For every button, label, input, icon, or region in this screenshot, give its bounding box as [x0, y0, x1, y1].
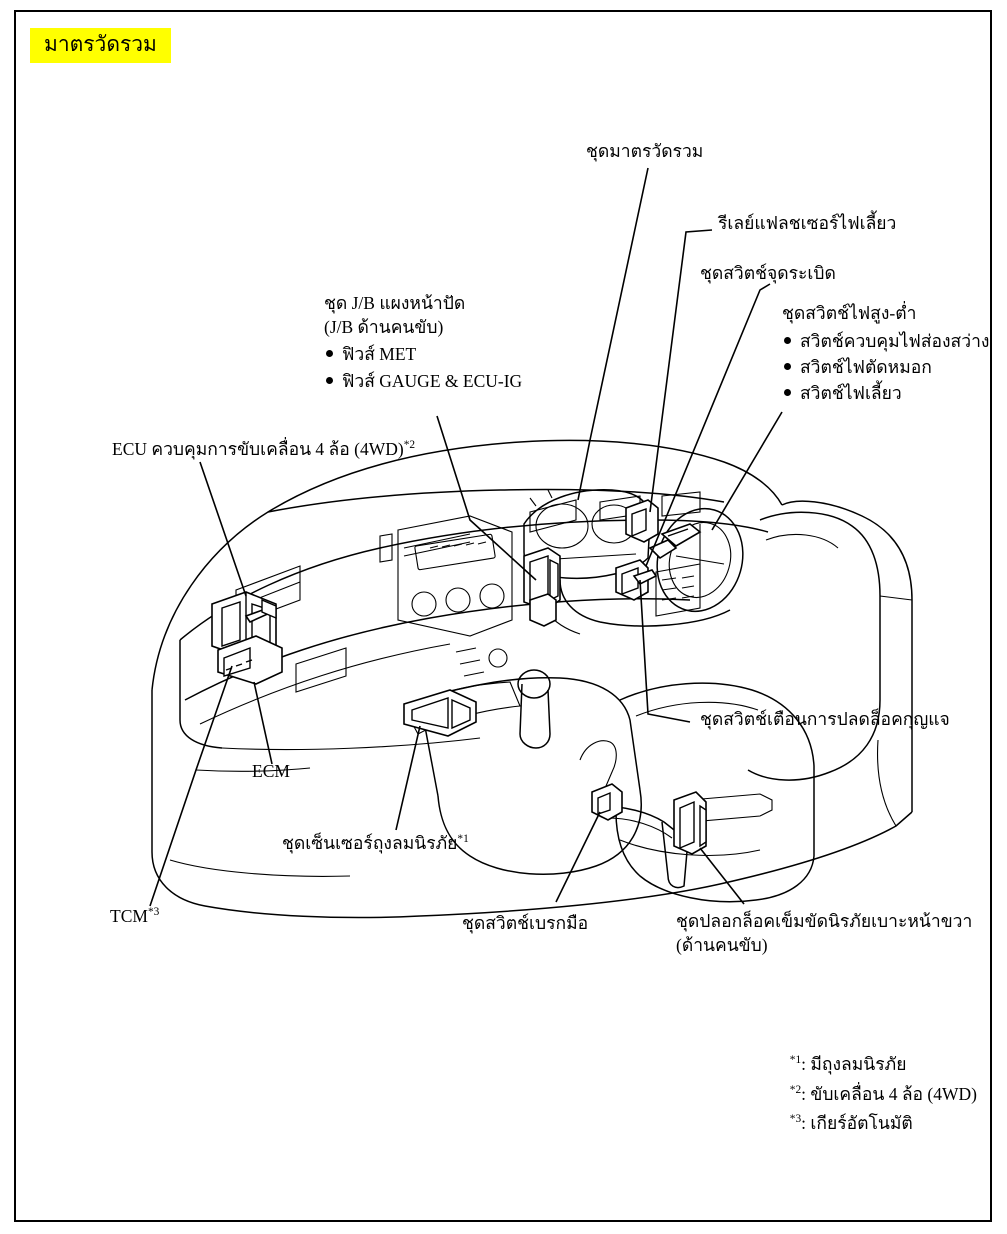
label-ecm: ECM — [252, 761, 290, 781]
label-combination-meter: ชุดมาตรวัดรวม — [586, 141, 704, 161]
footnote-3-text: : เกียร์อัตโนมัติ — [801, 1113, 913, 1134]
beam-switch-item-2: สวิตช์ไฟเลี้ยว — [782, 380, 989, 406]
footnote-1 — [790, 1050, 977, 1080]
beam-switch-item-0: สวิตช์ควบคุมไฟส่องสว่าง — [782, 328, 989, 354]
footnote-1-mark: *1 — [789, 1053, 802, 1066]
label-airbag-sensor-text: ชุดเซ็นเซอร์ถุงลมนิรภัย — [282, 833, 458, 853]
label-seat-belt-buckle-sub: (ด้านคนขับ) — [676, 934, 768, 955]
junction-block-item-1: ฟิวส์ GAUGE & ECU-IG — [324, 368, 522, 394]
footnote-2-mark: *2 — [789, 1083, 802, 1096]
label-high-low-beam-switch-group — [782, 302, 989, 406]
beam-switch-item-1: สวิตช์ไฟตัดหมอก — [782, 354, 989, 380]
label-junction-block-title: ชุด J/B แผงหน้าปัด — [324, 293, 466, 313]
label-key-unlock-warning-switch: ชุดสวิตช์เตือนการปลดล็อคกุญแจ — [700, 709, 950, 729]
junction-block-item-0: ฟิวส์ MET — [324, 341, 522, 367]
label-junction-block-group — [324, 292, 522, 394]
footnote-2-text: : ขับเคลื่อน 4 ล้อ (4WD) — [801, 1083, 977, 1104]
label-airbag-sensor-footnote-mark: *1 — [457, 833, 469, 846]
label-tcm-footnote-mark: *3 — [147, 906, 160, 919]
label-junction-block-sub: (J/B ด้านคนขับ) — [324, 316, 444, 337]
beam-switch-item-list — [782, 328, 989, 407]
label-ecu-4wd-text: ECU ควบคุมการขับเคลื่อน 4 ล้อ (4WD) — [112, 439, 404, 459]
footnotes — [790, 1050, 977, 1139]
label-parking-brake-switch: ชุดสวิตช์เบรกมือ — [462, 913, 589, 933]
label-turn-signal-flasher-relay: รีเลย์แฟลชเซอร์ไฟเลี้ยว — [718, 213, 897, 233]
label-ecu-4wd-footnote-mark: *2 — [403, 439, 416, 452]
label-airbag-sensor — [282, 832, 469, 856]
label-ecu-4wd — [112, 438, 415, 462]
label-ignition-switch: ชุดสวิตช์จุดระเบิด — [700, 263, 836, 283]
label-high-low-beam-switch: ชุดสวิตช์ไฟสูง-ต่ำ — [782, 303, 917, 323]
label-tcm — [110, 905, 159, 929]
footnote-3-mark: *3 — [789, 1113, 802, 1126]
footnote-3 — [790, 1109, 977, 1139]
label-tcm-text: TCM — [110, 906, 148, 926]
label-seat-belt-buckle-group — [676, 910, 972, 957]
footnote-1-text: : มีถุงลมนิรภัย — [801, 1053, 907, 1074]
junction-block-item-list — [324, 341, 522, 394]
footnote-2 — [790, 1080, 977, 1110]
page-title: มาตรวัดรวม — [30, 28, 171, 63]
label-seat-belt-buckle: ชุดปลอกล็อคเข็มขัดนิรภัยเบาะหน้าขวา — [676, 911, 973, 931]
